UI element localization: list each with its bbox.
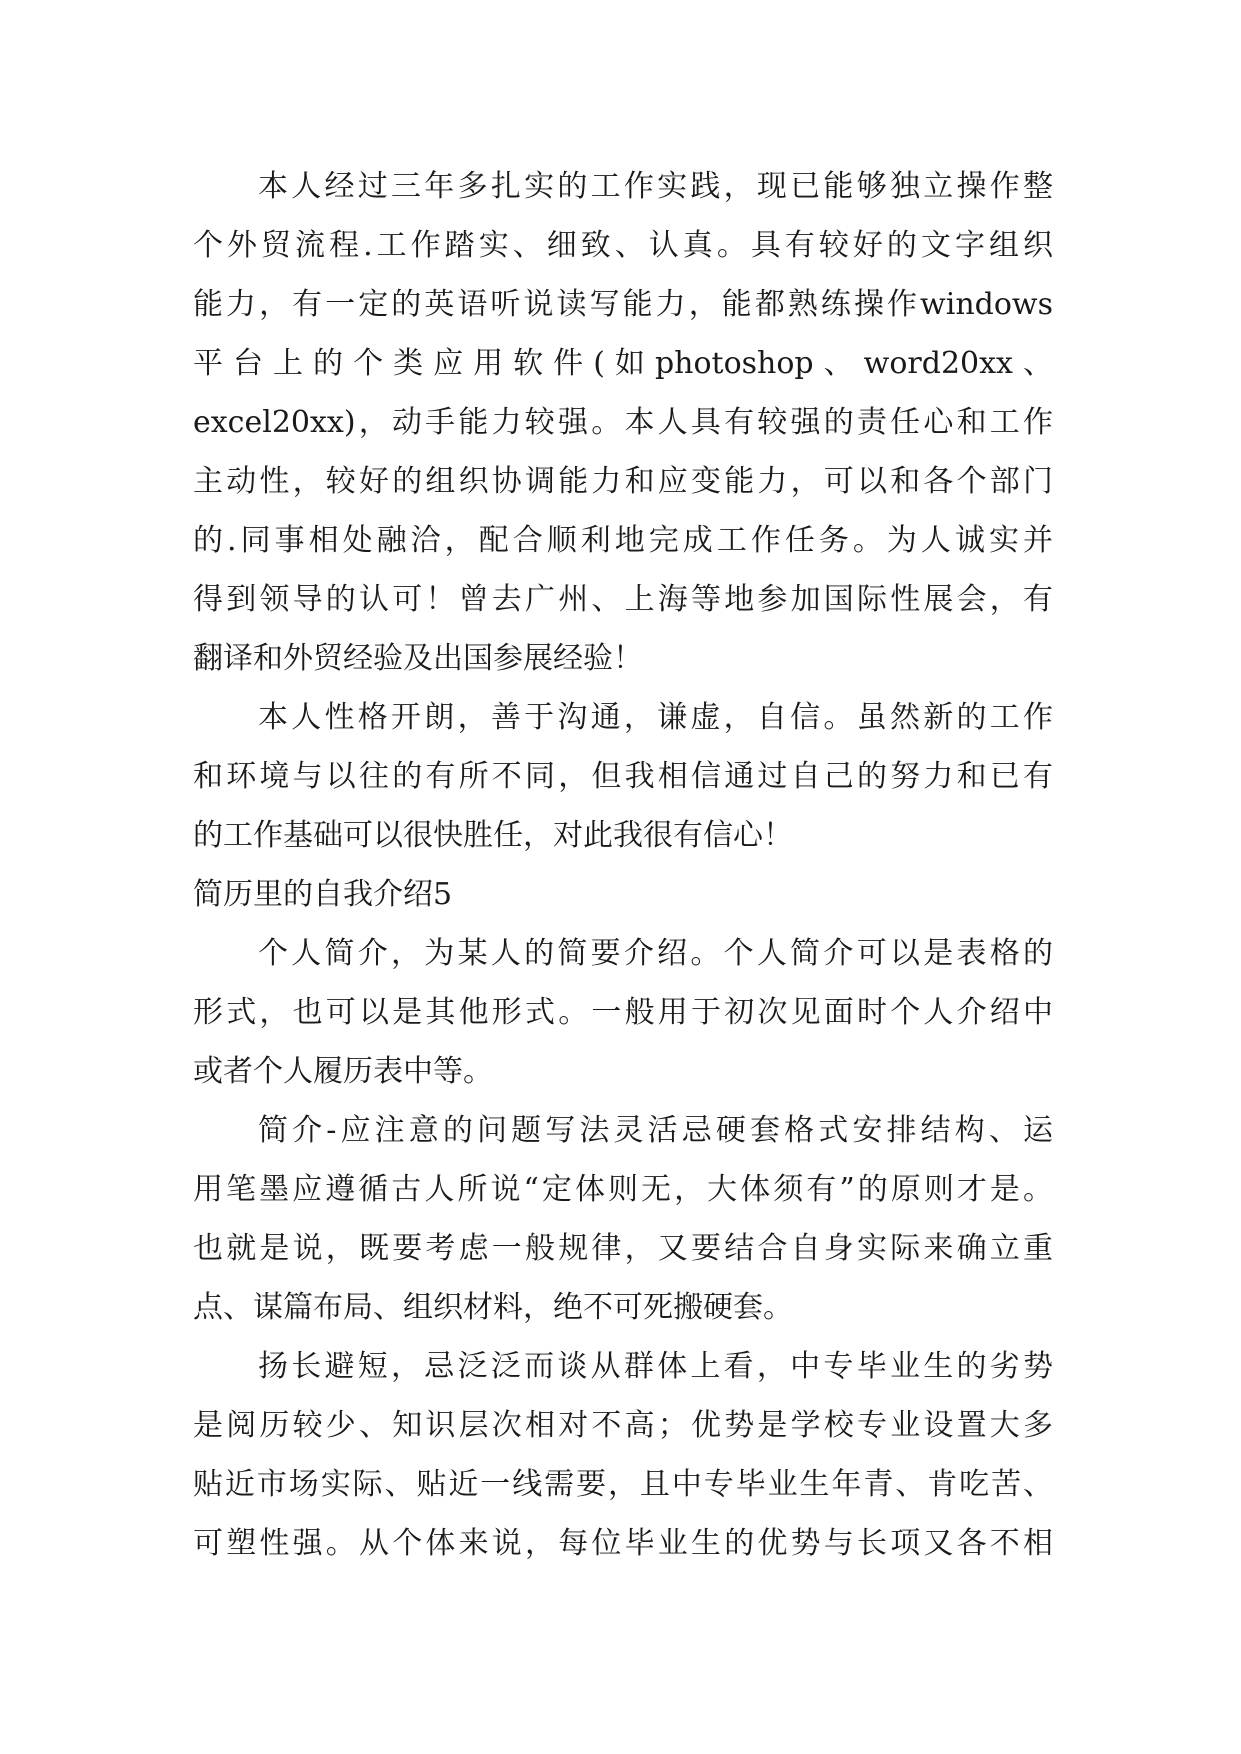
text-line: 也就是说，既要考虑一般规律，又要结合自身实际来确立重	[193, 1231, 1053, 1266]
paragraph-work-experience	[193, 157, 1053, 688]
paragraph-personality	[193, 688, 1053, 865]
text-line: 能力，有一定的英语听说读写能力，能都熟练操作windows	[193, 287, 1053, 322]
text-line: 用笔墨应遵循古人所说“定体则无，大体须有”的原则才是。	[193, 1172, 1053, 1207]
paragraph-strengths	[193, 1337, 1053, 1573]
text-line: 或者个人履历表中等。	[193, 1054, 493, 1089]
section-heading: 简历里的自我介绍5	[193, 877, 453, 912]
text-line: 扬长避短，忌泛泛而谈从群体上看，中专毕业生的劣势	[258, 1349, 1053, 1384]
text-line: 平台上的个类应用软件(如photoshop、word20xx、	[193, 346, 1053, 381]
text-line: excel20xx)，动手能力较强。本人具有较强的责任心和工作	[193, 405, 1053, 440]
text-line: 主动性，较好的组织协调能力和应变能力，可以和各个部门	[193, 464, 1053, 499]
text-line: 本人经过三年多扎实的工作实践，现已能够独立操作整	[258, 169, 1053, 204]
text-line: 是阅历较少、知识层次相对不高；优势是学校专业设置大多	[193, 1408, 1053, 1443]
text-line: 本人性格开朗，善于沟通，谦虚，自信。虽然新的工作	[258, 700, 1053, 735]
text-line: 个外贸流程.工作踏实、细致、认真。具有较好的文字组织	[193, 228, 1053, 263]
document-body	[193, 157, 1053, 1573]
text-line: 点、谋篇布局、组织材料，绝不可死搬硬套。	[193, 1290, 793, 1325]
text-line: 得到领导的认可！曾去广州、上海等地参加国际性展会，有	[193, 582, 1053, 617]
text-line: 的工作基础可以很快胜任，对此我很有信心！	[193, 818, 793, 853]
paragraph-profile-definition	[193, 924, 1053, 1101]
text-line: 可塑性强。从个体来说，每位毕业生的优势与长项又各不相	[193, 1526, 1053, 1561]
text-line: 简介-应注意的问题写法灵活忌硬套格式安排结构、运	[258, 1113, 1053, 1148]
text-line: 的.同事相处融洽，配合顺利地完成工作任务。为人诚实并	[193, 523, 1053, 558]
text-line: 形式，也可以是其他形式。一般用于初次见面时个人介绍中	[193, 995, 1053, 1030]
text-line: 翻译和外贸经验及出国参展经验！	[193, 641, 643, 676]
text-line: 贴近市场实际、贴近一线需要，且中专毕业生年青、肯吃苦、	[193, 1467, 1053, 1502]
text-line: 和环境与以往的有所不同，但我相信通过自己的努力和已有	[193, 759, 1053, 794]
paragraph-profile-notes	[193, 1101, 1053, 1337]
text-line: 个人简介，为某人的简要介绍。个人简介可以是表格的	[258, 936, 1053, 971]
